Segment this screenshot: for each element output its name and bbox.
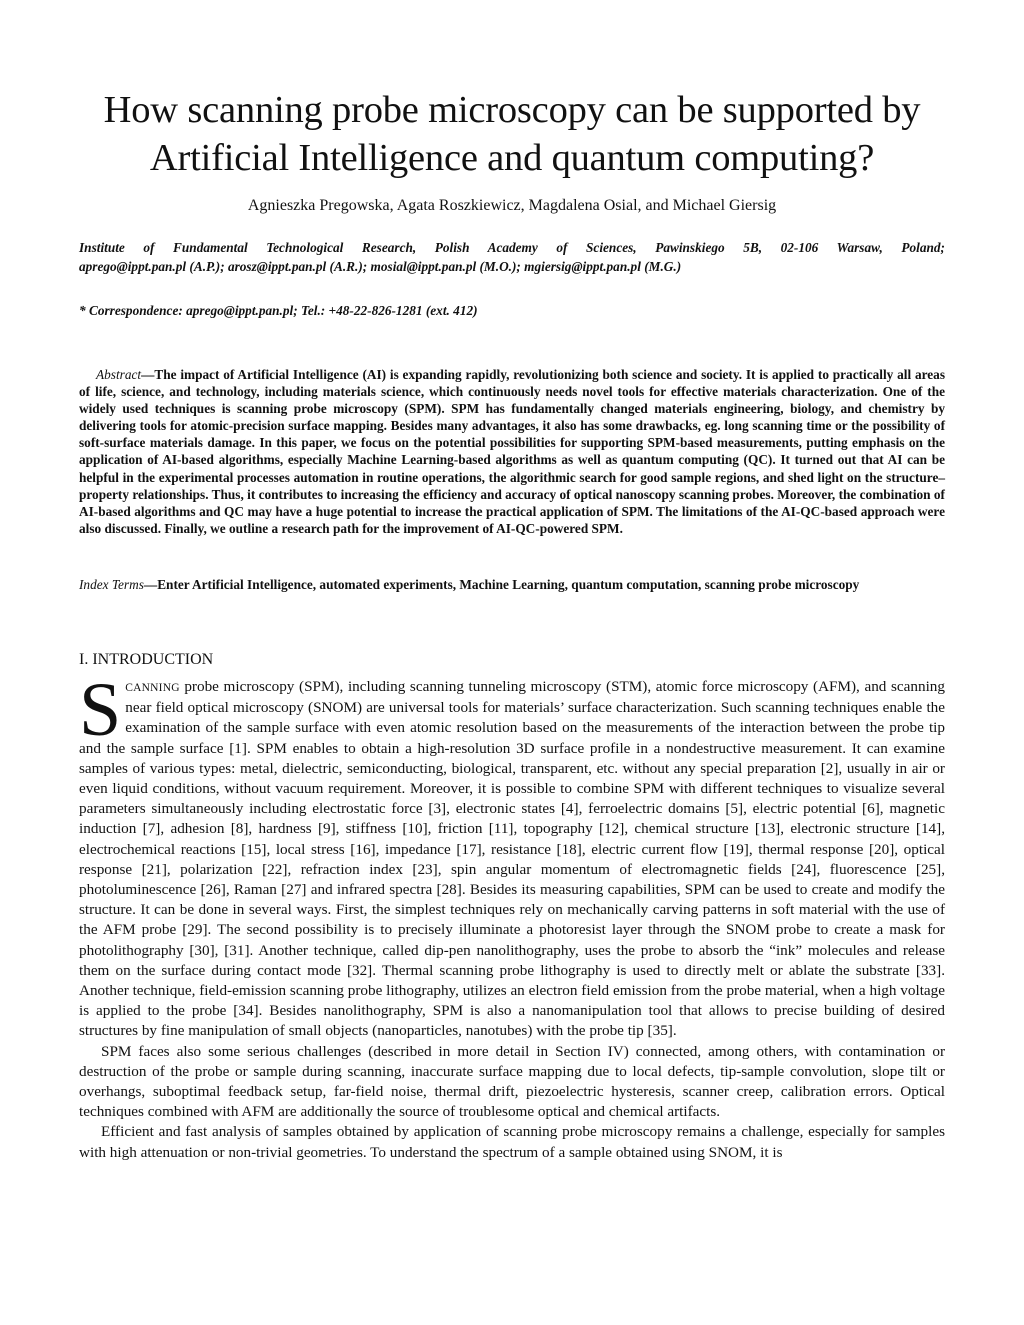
paper-title [79, 86, 945, 182]
section-heading-introduction: I. INTRODUCTION [79, 651, 214, 668]
correspondence: * Correspondence: aprego@ippt.pan.pl; Tel.: +48-22-826-1281 (ext. 412) [79, 303, 478, 318]
introduction-body [79, 668, 945, 1163]
author-list: Agnieszka Pregowska, Agata Roszkiewicz, Magdalena Osial, and Michael Giersig [247, 197, 777, 214]
affiliation-emails: aprego@ippt.pan.pl (A.P.); arosz@ippt.pan.pl (A.R.); mosial@ippt.pan.pl (M.O.); mgiersig@ippt.pan.pl (M.G.) [79, 259, 682, 274]
affiliation [79, 238, 945, 276]
abstract-label: Abstract [96, 367, 142, 382]
index-terms-text: —Enter Artificial Intelligence, automated experiments, Machine Learning, quantum computation, scanning probe microscopy [143, 577, 860, 592]
paragraph-text: probe microscopy (SPM), including scanning tunneling microscopy (STM), atomic force microscopy (AFM), and scanning near field optical microscopy (SNOM) are universal tools for materials’ surface characterization. Such scanning techniques enable the examination of the sample surface with even atomic resolution based on the measurements of the interaction between the probe tip and the sample surface [1]. SPM enables to obtain a high-resolution 3D surface profile in a nondestructive measurement. It can examine samples of various types: metal, dielectric, semiconducting, biological, transparent, etc. without any special preparation [2], usually in air or even liquid conditions, without vacuum requirement. Moreover, it is possible to combine SPM with different techniques to visualize several parameters simultaneously including electrostatic force [3], electronic states [4], ferroelectric domains [5], electric potential [6], magnetic induction [7], adhesion [8], hardness [9], stiffness [10], friction [11], topography [12], chemical structure [13], electronic structure [14], electrochemical reactions [15], local stress [16], impedance [17], resistance [18], electric current flow [19], thermal response [20], optical response [21], polarization [22], refraction index [23], spin angular momentum of electromagnetic fields [24], fluorescence [25], photoluminescence [26], Raman [27] and infrared spectra [28]. Besides its measuring capabilities, SPM can be used to create and modify the structure. It can be done in several ways. First, the simplest techniques rely on mechanically carving patterns in soft material with the use of the AFM probe [29]. The second possibility is to precisely illuminate a photoresist layer through the SNOM probe to create a mask for photolithography [30], [31]. Another technique, called dip-pen nanolithography, uses the probe to absorb the “ink” molecules and release them on the surface during contact mode [32]. Thermal scanning probe lithography is used to directly melt or ablate the substrate [33]. Another technique, field-emission scanning probe lithography, utilizes an electron field emission from the probe material, when a high voltage is applied to the probe [34]. Besides nanolithography, SPM is also a nanomanipulation tool that allows to precise building of desired structures by fine manipulation of small objects (nanoparticles, nanotubes) with the probe tip [35]. [79, 678, 945, 1040]
abstract-text: —The impact of Artificial Intelligence (AI) is expanding rapidly, revolutionizing both science and society. It is applied to practically all areas of life, science, and technology, including materials science, which continuously needs novel tools for effective materials characterization. One of the widely used techniques is scanning probe microscopy (SPM). SPM has fundamentally changed materials engineering, biology, and chemistry by delivering tools for atomic-precision surface mapping. Besides many advantages, it also has some drawbacks, eg. long scanning time or the possibility of soft-surface materials damage. In this paper, we focus on the potential possibilities for supporting SPM-based measurements, putting emphasis on the application of AI-based algorithms, especially Machine Learning-based algorithms as well as quantum computing (QC). It turned out that AI can be helpful in the experimental processes automation in routine operations, the algorithmic search for good sample regions, and shed light on the structure–property relationships. Thus, it contributes to increasing the efficiency and accuracy of optical nanoscopy scanning probes. Moreover, the combination of AI-based algorithms and QC may have a huge potential to increase the practical application of SPM. The limitations of the AI-QC-based approach were also discussed. Finally, we outline a research path for the improvement of AI-QC-powered SPM. [79, 367, 945, 536]
paragraph [79, 668, 945, 1042]
abstract [79, 366, 945, 537]
index-terms-label: Index Terms [79, 577, 144, 592]
small-caps-lead: CANNING [125, 682, 180, 694]
paragraph: SPM faces also some serious challenges (described in more detail in Section IV) connected, among others, with contamination or destruction of the probe or sample during scanning, inaccurate surface mapping due to local defects, tip-sample convolution, slope tilt or overhangs, suboptimal feedback setup, far-field noise, thermal drift, piezoelectric hysteresis, scanner creep, calibration errors. Optical techniques combined with AFM are additionally the source of troublesome optical and chemical artifacts. [79, 1042, 945, 1121]
index-terms [79, 576, 945, 594]
title-line-1: How scanning probe microscopy can be supported by [103, 89, 921, 131]
paragraph: Efficient and fast analysis of samples obtained by application of scanning probe microscopy remains a challenge, especially for samples with high attenuation or non-trivial geometries. To understand the spectrum of a sample obtained using SNOM, it is [79, 1123, 945, 1161]
drop-cap: S [79, 668, 122, 752]
title-line-2: Artificial Intelligence and quantum computing? [149, 137, 875, 179]
affiliation-line-1: Institute of Fundamental Technological Research, Polish Academy of Sciences, Pawinskiego 5B, 02-106 Warsaw, Poland; [79, 240, 945, 255]
